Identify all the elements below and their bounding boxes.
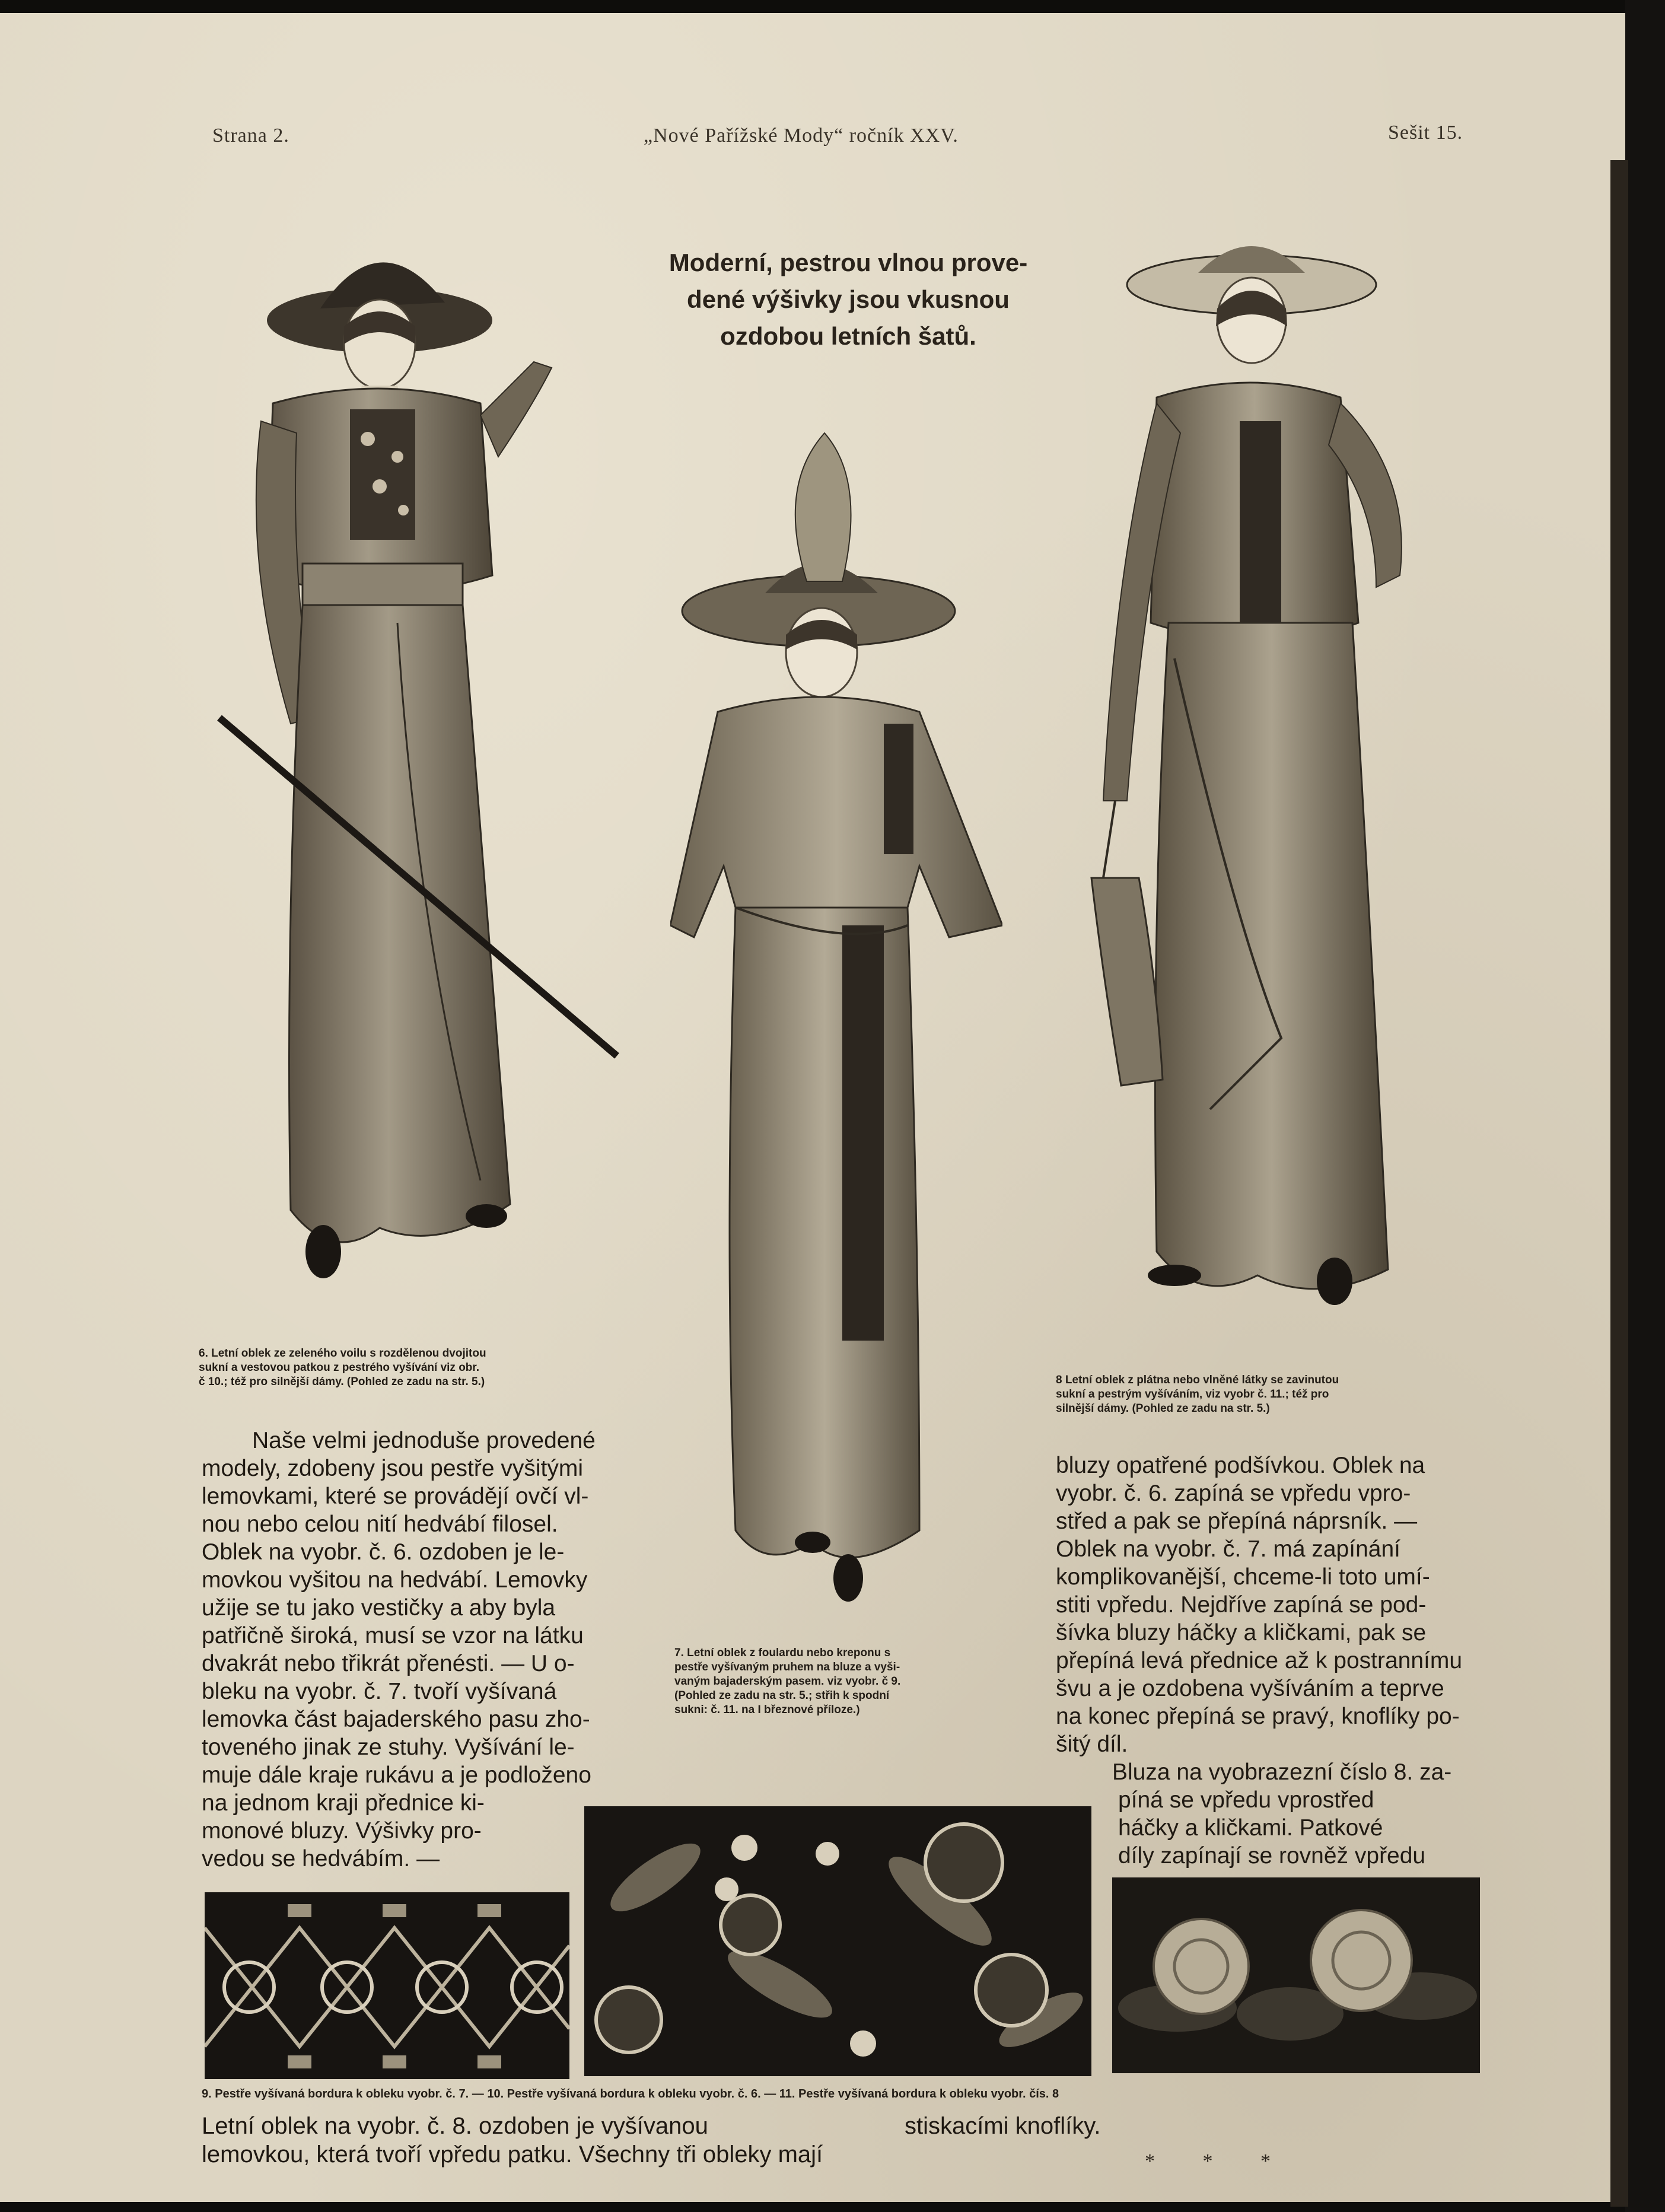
body-line: přepíná levá přednice až k postrannímu (1056, 1648, 1463, 1673)
body-line: muje dále kraje rukávu a je podloženo (202, 1762, 591, 1788)
body-line: na konec přepíná se pravý, knoflíky po- (1056, 1704, 1460, 1729)
body-line: vedou se hedvábím. — (202, 1846, 440, 1872)
body-line: patřičně široká, musí se vzor na látku (202, 1623, 584, 1648)
body-line: dvakrát nebo třikrát přenésti. — U o- (202, 1651, 575, 1676)
body-line: Oblek na vyobr. č. 6. ozdoben je le- (202, 1539, 565, 1565)
body-line: nou nebo celou nití hedvábí filosel. (202, 1511, 558, 1537)
body-line: díly zapínají se rovněž vpředu (1118, 1843, 1426, 1869)
caption-line: 7. Letní oblek z foulardu nebo kreponu s (674, 1647, 891, 1659)
body-line: Bluza na vyobrazezní číslo 8. za- (1112, 1759, 1452, 1785)
border-swatch-11 (1112, 1877, 1480, 2073)
body-line: lemovka část bajaderského pasu zho- (202, 1707, 590, 1732)
caption-line: sukní a vestovou patkou z pestrého vyšívání viz obr. (199, 1361, 480, 1374)
body-right-column (1056, 1452, 1507, 1870)
page-number: Strana 2. (212, 125, 289, 147)
body-left-column (202, 1427, 647, 1873)
body-line: píná se vpředu vprostřed (1118, 1787, 1374, 1813)
bottom-paragraph (202, 2112, 1020, 2169)
headline-line: dené výšivky jsou vkusnou (687, 285, 1010, 313)
body-line: bleku na vyobr. č. 7. tvoří vyšívaná (202, 1679, 557, 1704)
body-line: na jednom kraji přednice ki- (202, 1790, 485, 1816)
page-edge-shadow (1625, 0, 1665, 2212)
headline (617, 244, 1080, 355)
caption-figure-6 (199, 1347, 691, 1389)
body-line: bluzy opatřené podšívkou. Oblek na (1056, 1453, 1425, 1478)
issue-number: Sešit 15. (1388, 122, 1463, 144)
border-swatch-9 (205, 1892, 569, 2079)
body-line: háčky a kličkami. Patkové (1118, 1815, 1383, 1841)
border-swatch-10 (584, 1806, 1091, 2076)
body-line: střed a pak se přepíná náprsník. — (1056, 1508, 1418, 1534)
caption-line: silnější dámy. (Pohled ze zadu na str. 5.) (1056, 1402, 1270, 1415)
body-line: monové bluzy. Výšivky pro- (202, 1818, 482, 1844)
body-line: Naše velmi jednoduše provedené (252, 1428, 596, 1453)
caption-figure-8 (1056, 1373, 1507, 1416)
bottom-line: Letní oblek na vyobr. č. 8. ozdoben je vyšívanou (202, 2113, 708, 2139)
caption-line: č 10.; též pro silnější dámy. (Pohled ze zadu na str. 5.) (199, 1376, 485, 1388)
section-separator-stars: * * * (1145, 2150, 1292, 2172)
body-line: užije se tu jako vestičky a aby byla (202, 1595, 556, 1621)
binding-edge (1610, 160, 1628, 2207)
body-line: vyobr. č. 6. zapíná se vpředu vpro- (1056, 1481, 1411, 1506)
caption-figure-7 (674, 1646, 1054, 1717)
magazine-title: „Nové Pařížské Mody“ ročník XXV. (644, 125, 959, 147)
swatch-9-pattern (205, 1892, 569, 2079)
caption-line: sukní a pestrým vyšíváním, viz vyobr č. 11.; též pro (1056, 1388, 1329, 1401)
body-line: stiti vpředu. Nejdříve zapíná se pod- (1056, 1592, 1427, 1618)
caption-line: vaným bajaderským pasem. viz vyobr. č 9. (674, 1675, 901, 1688)
caption-line: (Pohled ze zadu na str. 5.; střih k spodní (674, 1689, 890, 1702)
swatch-captions: 9. Pestře vyšívaná bordura k obleku vyobr. č. 7. — 10. Pestře vyšívaná bordura k obleku vyobr. č. 6. — 11. Pestře vyšívaná bordura k obleku vyobr. čís. 8 (202, 2087, 1059, 2100)
body-line: švu a je ozdobena vyšíváním a teprve (1056, 1676, 1444, 1701)
body-line: šitý díl. (1056, 1732, 1128, 1757)
body-line: šívka bluzy háčky a kličkami, pak se (1056, 1620, 1427, 1646)
figure-8-illustration (1080, 208, 1435, 1335)
figure-7-illustration (670, 415, 1002, 1625)
caption-line: pestře vyšívaným pruhem na bluze a vyši- (674, 1661, 900, 1673)
body-line: toveného jinak ze stuhy. Vyšívání le- (202, 1734, 575, 1760)
body-line: lemovkami, které se provádějí ovčí vl- (202, 1484, 589, 1509)
body-line: modely, zdobeny jsou pestře vyšitými (202, 1456, 584, 1481)
caption-line: 8 Letní oblek z plátna nebo vlněné látky se zavinutou (1056, 1374, 1339, 1386)
headline-line: ozdobou letních šatů. (720, 322, 976, 350)
caption-line: sukni: č. 11. na I březnové příloze.) (674, 1704, 860, 1716)
caption-line: 6. Letní oblek ze zeleného voilu s rozdělenou dvojitou (199, 1347, 486, 1360)
figure-6-illustration (202, 208, 629, 1311)
body-line: Oblek na vyobr. č. 7. má zapínání (1056, 1536, 1400, 1562)
swatch-11-pattern (1112, 1877, 1480, 2073)
bottom-line: lemovkou, která tvoří vpředu patku. Všechny tři obleky mají (202, 2141, 823, 2168)
headline-line: Moderní, pestrou vlnou prove- (668, 249, 1028, 276)
body-line: komplikovanější, chceme-li toto umí- (1056, 1564, 1430, 1590)
bottom-right-text: stiskacími knoflíky. (905, 2113, 1101, 2139)
body-line: movkou vyšitou na hedvábí. Lemovky (202, 1567, 588, 1593)
swatch-10-pattern (584, 1806, 1091, 2076)
